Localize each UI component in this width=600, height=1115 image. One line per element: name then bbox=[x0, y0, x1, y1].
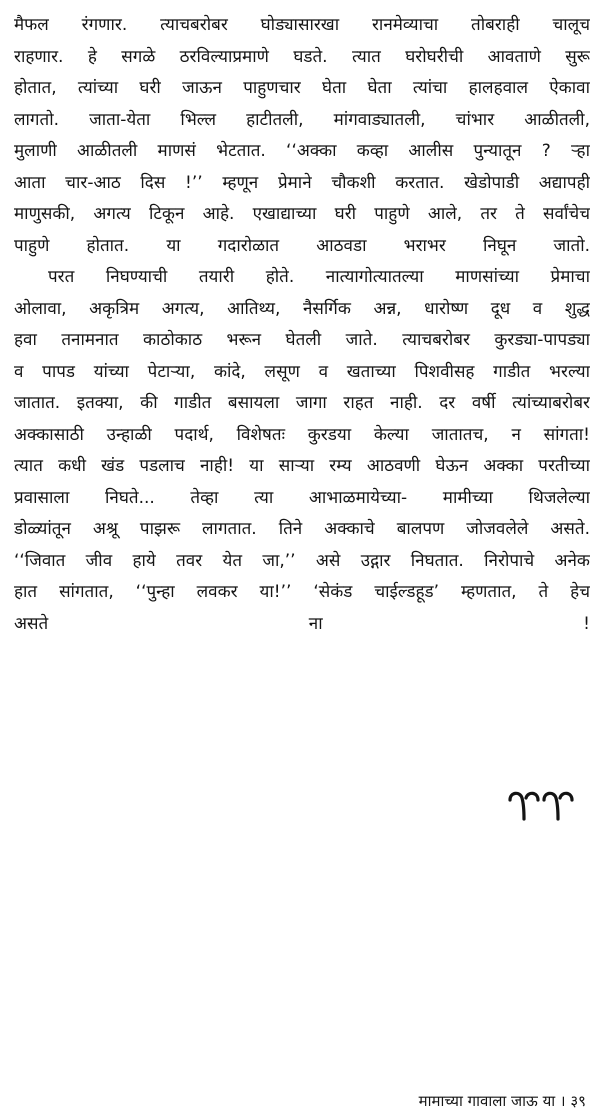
text-line: होतात, त्यांच्या घरी जाऊन पाहुणचार घेता घेता त्यांचा हालहवाल ऐकावा bbox=[14, 78, 590, 98]
double-curl-ornament-icon bbox=[506, 788, 576, 822]
text-line: ‘‘जिवात जीव हाये तवर येत जा,’’ असे उद्गार निघतात. निरोपाचे अनेक bbox=[14, 550, 590, 571]
text-line: लागतो. जाता-येता भिल्ल हाटीतली, मांगवाड्यातली, चांभार आळीतली, bbox=[14, 109, 590, 130]
paragraph-1 bbox=[14, 10, 590, 262]
paragraph-2 bbox=[14, 262, 590, 640]
running-footer: मामाच्या गावाला जाऊ या । ३९ bbox=[418, 1092, 586, 1110]
text-line: ओलावा, अकृत्रिम अगत्य, आतिथ्य, नैसर्गिक अन्न, धारोष्ण दूध व शुद्ध bbox=[14, 298, 590, 319]
page-body bbox=[14, 10, 590, 640]
text-line: आता चार-आठ दिस !’’ म्हणून प्रेमाने चौकशी करतात. खेडोपाडी अद्यापही bbox=[14, 172, 590, 193]
text-line: हवा तनामनात काठोकाठ भरून घेतली जाते. त्याचबरोबर कुरड्या-पापड्या bbox=[14, 330, 590, 350]
text-line: मुलाणी आळीतली माणसं भेटतात. ‘‘अक्का कव्हा आलीस पुन्यातून ? ऱ्हा bbox=[14, 141, 590, 161]
text-line: मैफल रंगणार. त्याचबरोबर घोड्यासारखा रानमेव्याचा तोबराही चालूच bbox=[14, 15, 590, 35]
text-line: प्रवासाला निघते... तेव्हा त्या आभाळमायेच्या- मामीच्या थिजलेल्या bbox=[14, 487, 590, 508]
text-line: हात सांगतात, ‘‘पुन्हा लवकर या!’’ ‘सेकंड चाईल्डहूड’ म्हणतात, ते हेच bbox=[14, 582, 590, 602]
text-line: राहणार. हे सगळे ठरविल्याप्रमाणे घडते. त्यात घरोघरीची आवताणे सुरू bbox=[14, 46, 590, 67]
text-line: माणुसकी, अगत्य टिकून आहे. एखाद्याच्या घरी पाहुणे आले, तर ते सर्वांचेच bbox=[14, 204, 590, 224]
text-line: असते ना ! bbox=[14, 613, 590, 634]
text-line: त्यात कधी खंड पडलाच नाही! या साऱ्या रम्य आठवणी घेऊन अक्का परतीच्या bbox=[14, 456, 590, 476]
text-line: व पापड यांच्या पेटाऱ्या, कांदे, लसूण व खताच्या पिशवीसह गाडीत भरल्या bbox=[14, 361, 590, 382]
text-line: पाहुणे होतात. या गदारोळात आठवडा भराभर निघून जातो. bbox=[14, 235, 590, 256]
text-line: अक्कासाठी उन्हाळी पदार्थ, विशेषतः कुरडया केल्या जातातच, न सांगता! bbox=[14, 424, 590, 445]
text-line: जातात. इतक्या, की गाडीत बसायला जागा राहत नाही. दर वर्षी त्यांच्याबरोबर bbox=[14, 393, 590, 413]
text-line: डोळ्यांतून अश्रू पाझरू लागतात. तिने अक्काचे बालपण जोजवलेले असते. bbox=[14, 519, 590, 539]
text-line: परत निघण्याची तयारी होते. नात्यागोत्यातल्या माणसांच्या प्रेमाचा bbox=[48, 267, 590, 287]
